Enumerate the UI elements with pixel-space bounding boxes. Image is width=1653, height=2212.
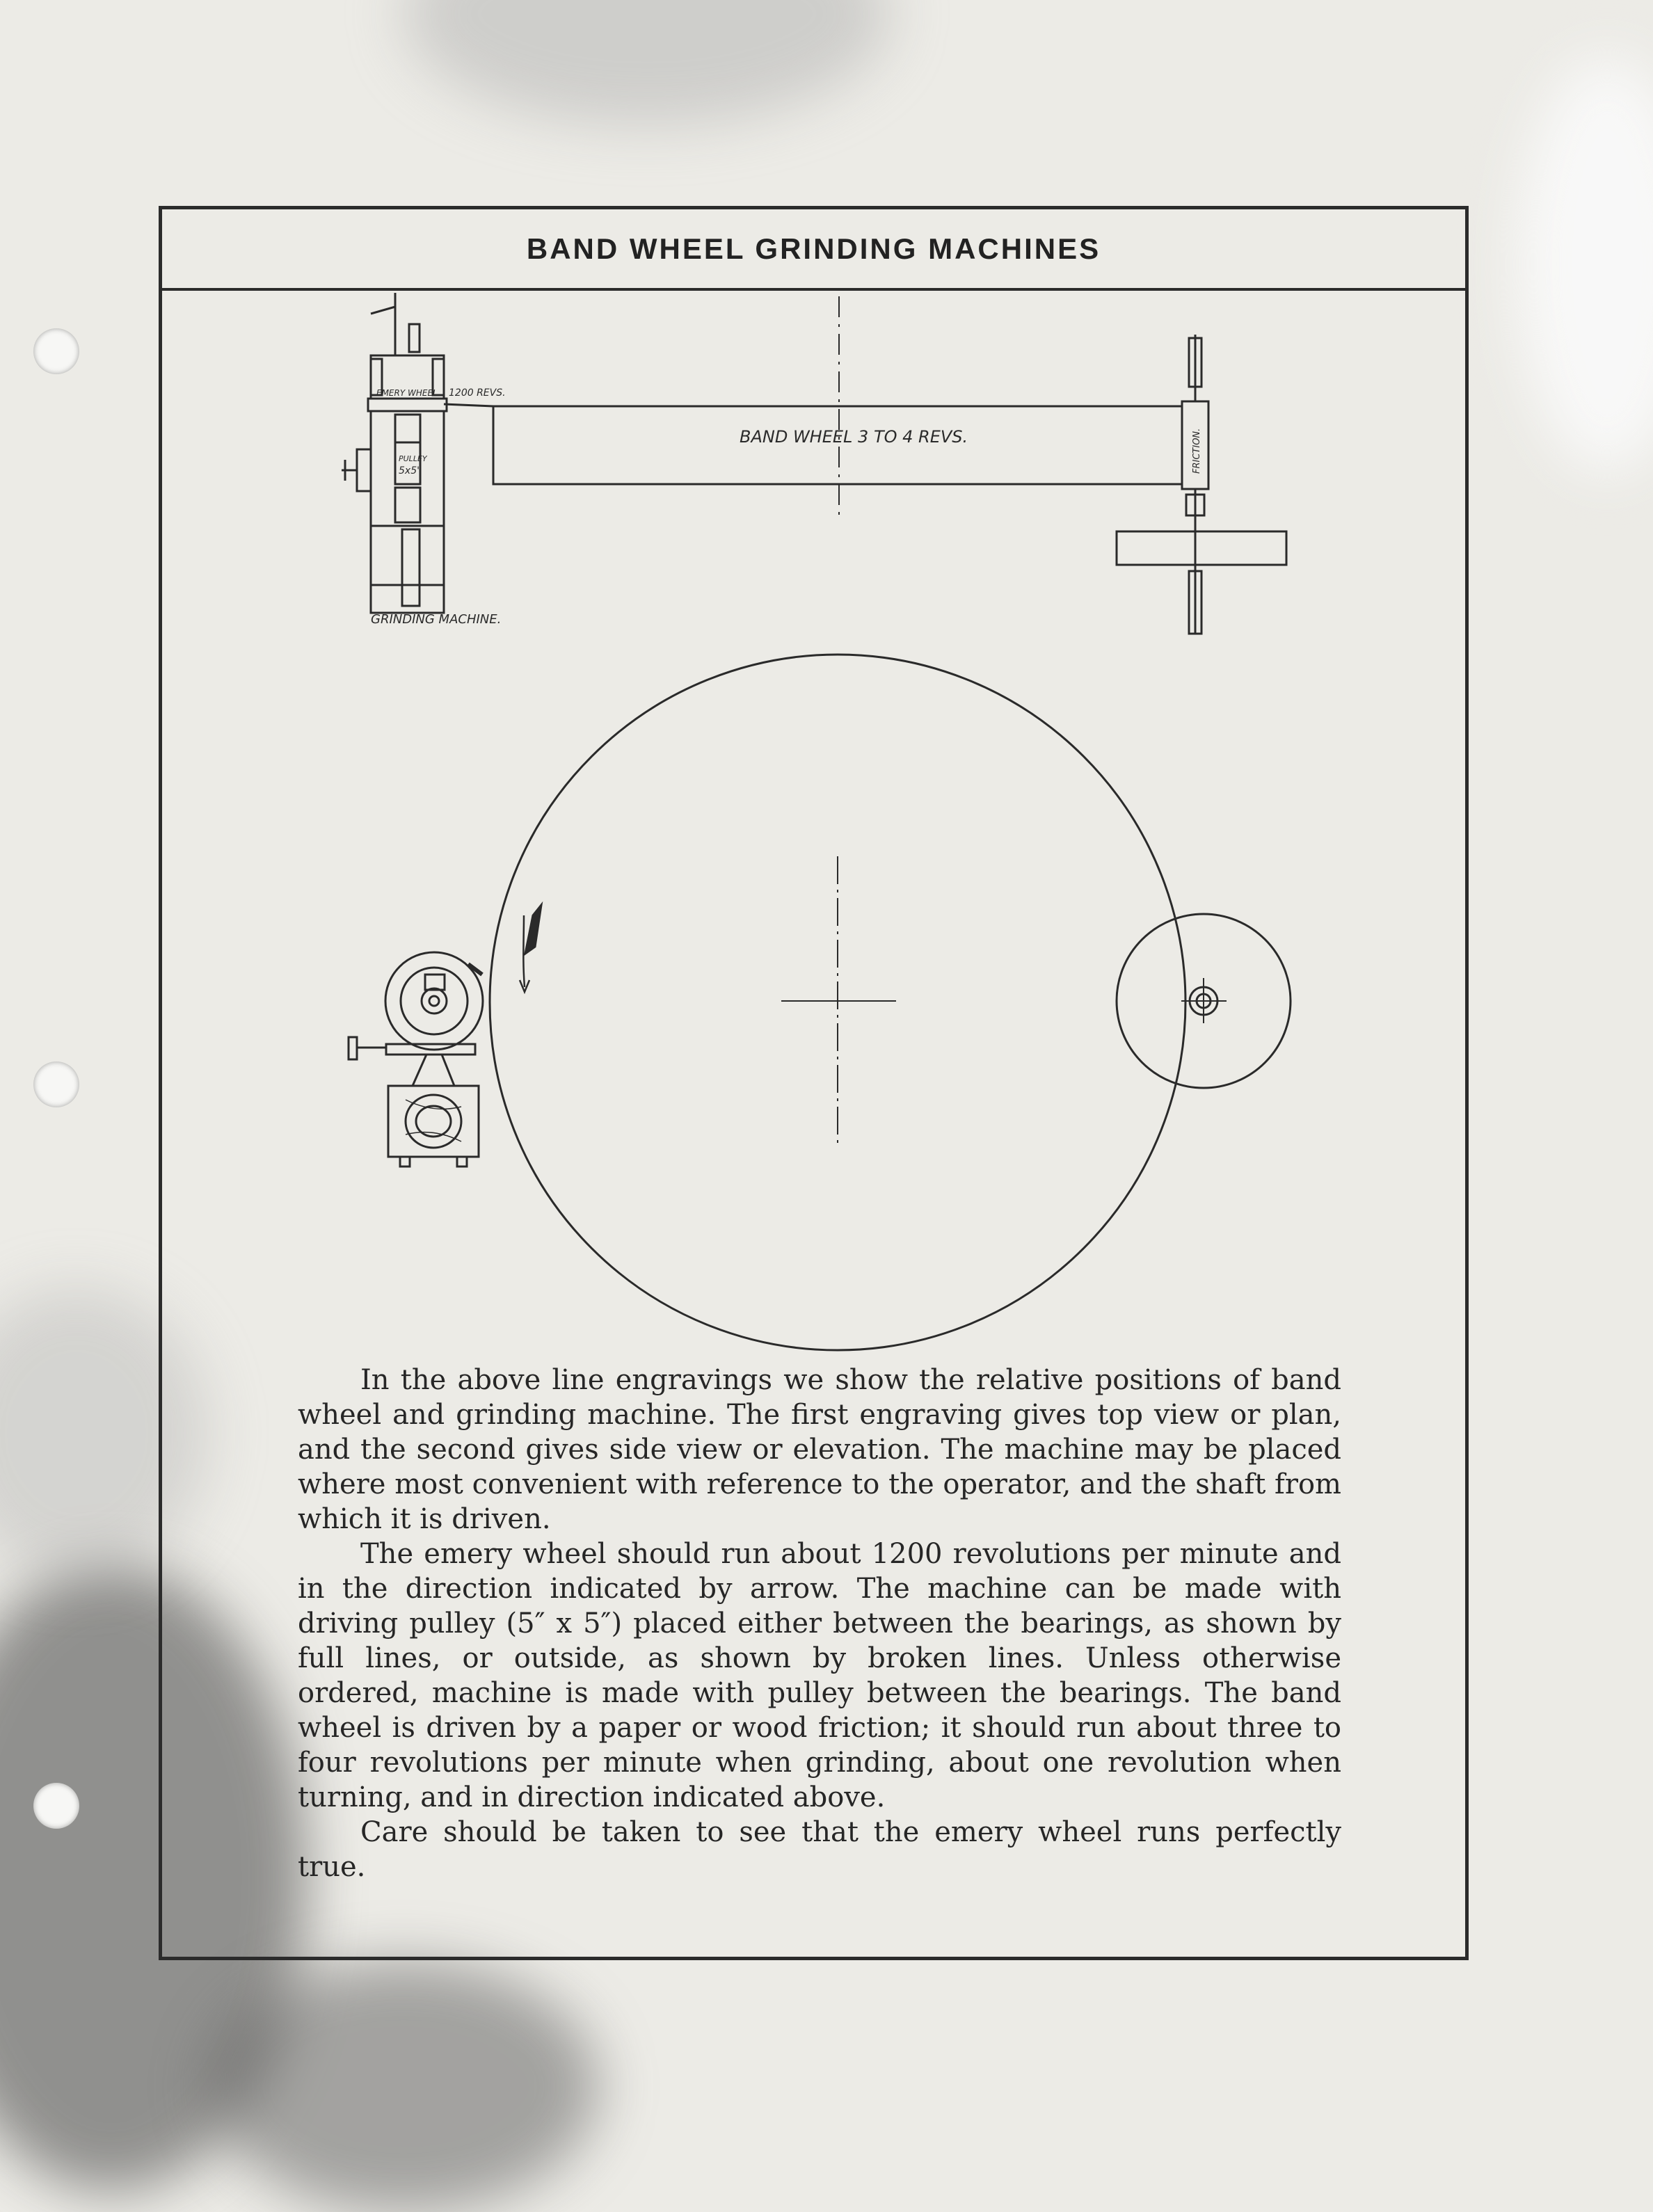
label-pulley-size: 5x5"	[399, 465, 422, 476]
page-frame	[159, 206, 1469, 1960]
grinding-machine-elevation	[349, 952, 483, 1167]
side-view-elevation	[349, 655, 1291, 1350]
label-pulley: PULLEY	[399, 454, 427, 463]
page-title: BAND WHEEL GRINDING MACHINES	[526, 232, 1101, 265]
body-text	[298, 1363, 1341, 1884]
drive-pulley-plan	[1117, 531, 1286, 565]
paragraph-positions: In the above line engravings we show the relative positions of band wheel and grinding machine. The first engraving gives top view or plan, and the second gives side view or elevation. The machine may be placed where most convenient with reference to the operator, and the shaft from which it is driven.	[298, 1364, 1341, 1535]
label-emery-wheel: EMERY WHEEL	[376, 388, 438, 398]
binder-hole	[33, 1061, 79, 1107]
paragraph-emery-wheel: The emery wheel should run about 1200 revolutions per minute and in the direction indicated by arrow. The machine can be made with driving pulley (5″ x 5″) placed either between the bearings, as shown by full lines, or outside, as shown by broken lines. Unless otherwise ordered, machine is made with pulley between the bearings. The band wheel is driven by a paper or wood friction; it should run about three to four revolutions per minute when grinding, about one revolution when turning, and in direction indicated above.	[298, 1538, 1341, 1813]
binder-hole	[33, 1783, 79, 1829]
label-emery-revs: 1200 REVS.	[449, 387, 506, 399]
label-band-wheel: BAND WHEEL 3 TO 4 REVS.	[740, 427, 968, 447]
paper-stain	[404, 0, 891, 125]
binder-hole	[33, 328, 79, 374]
paper-stain	[209, 1962, 598, 2212]
engraving-figures	[162, 209, 1465, 1357]
top-view-plan	[342, 293, 1286, 634]
label-grinding-machine: GRINDING MACHINE.	[371, 612, 502, 627]
rotation-arrow	[523, 915, 525, 987]
paper-stain	[1517, 56, 1653, 473]
grinding-machine-plan	[342, 293, 493, 613]
paragraph-care: Care should be taken to see that the emery wheel runs perfectly true.	[298, 1816, 1341, 1883]
label-friction: FRICTION.	[1192, 428, 1202, 474]
